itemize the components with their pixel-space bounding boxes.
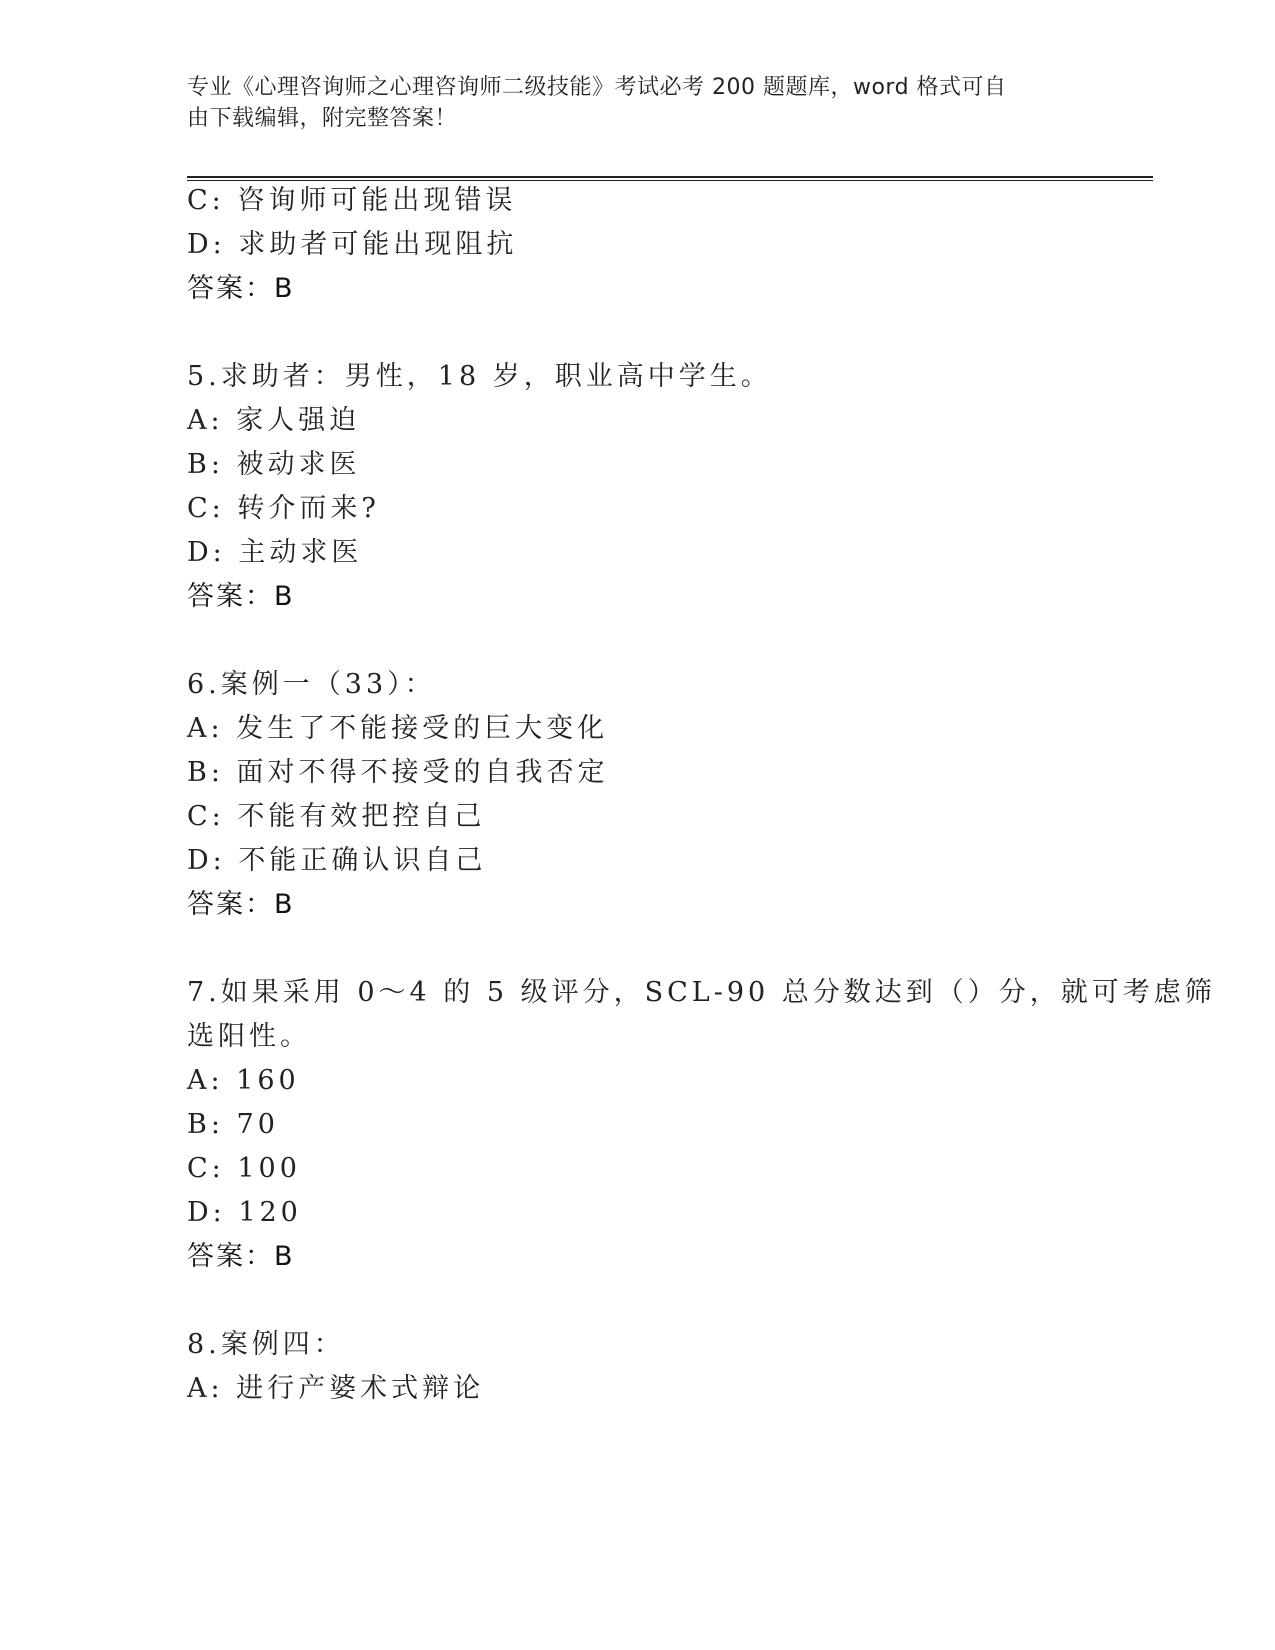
q7-question-line-1: 7.如果采用 0～4 的 5 级评分，SCL-90 总分数达到（）分，就可考虑筛 <box>187 977 1216 1008</box>
q6-answer: 答案：B <box>187 889 295 920</box>
document-header <box>187 72 1067 134</box>
q5-answer: 答案：B <box>187 581 295 612</box>
prev-option-c: C: 咨询师可能出现错误 <box>187 185 517 216</box>
q7-option-c: C: 100 <box>187 1153 301 1184</box>
q5-option-d: D: 主动求医 <box>187 537 363 568</box>
q5-option-b: B: 被动求医 <box>187 449 361 480</box>
q5-option-c: C: 转介而来? <box>187 493 380 524</box>
q5-option-a: A: 家人强迫 <box>187 405 361 436</box>
q7-option-b: B: 70 <box>187 1109 279 1140</box>
prev-option-d: D: 求助者可能出现阻抗 <box>187 229 518 260</box>
q6-option-a: A: 发生了不能接受的巨大变化 <box>187 713 609 744</box>
q7-option-a: A: 160 <box>187 1065 300 1096</box>
q8-question: 8.案例四： <box>187 1329 345 1360</box>
header-divider <box>187 176 1153 181</box>
q7-option-d: D: 120 <box>187 1197 302 1228</box>
q7-question-line-2: 选阳性。 <box>187 1021 311 1052</box>
header-line-1: 专业《心理咨询师之心理咨询师二级技能》考试必考 200 题题库，word 格式可自 <box>187 75 1007 100</box>
q7-answer: 答案：B <box>187 1241 295 1272</box>
q6-option-b: B: 面对不得不接受的自我否定 <box>187 757 609 788</box>
q6-question: 6.案例一（33）： <box>187 669 436 700</box>
q6-option-d: D: 不能正确认识自己 <box>187 845 487 876</box>
q8-option-a: A: 进行产婆术式辩论 <box>187 1373 485 1404</box>
prev-answer: 答案：B <box>187 273 295 304</box>
q5-question: 5.求助者：男性，18 岁，职业高中学生。 <box>187 361 772 392</box>
q6-option-c: C: 不能有效把控自己 <box>187 801 486 832</box>
header-line-2: 由下载编辑，附完整答案！ <box>187 106 458 131</box>
